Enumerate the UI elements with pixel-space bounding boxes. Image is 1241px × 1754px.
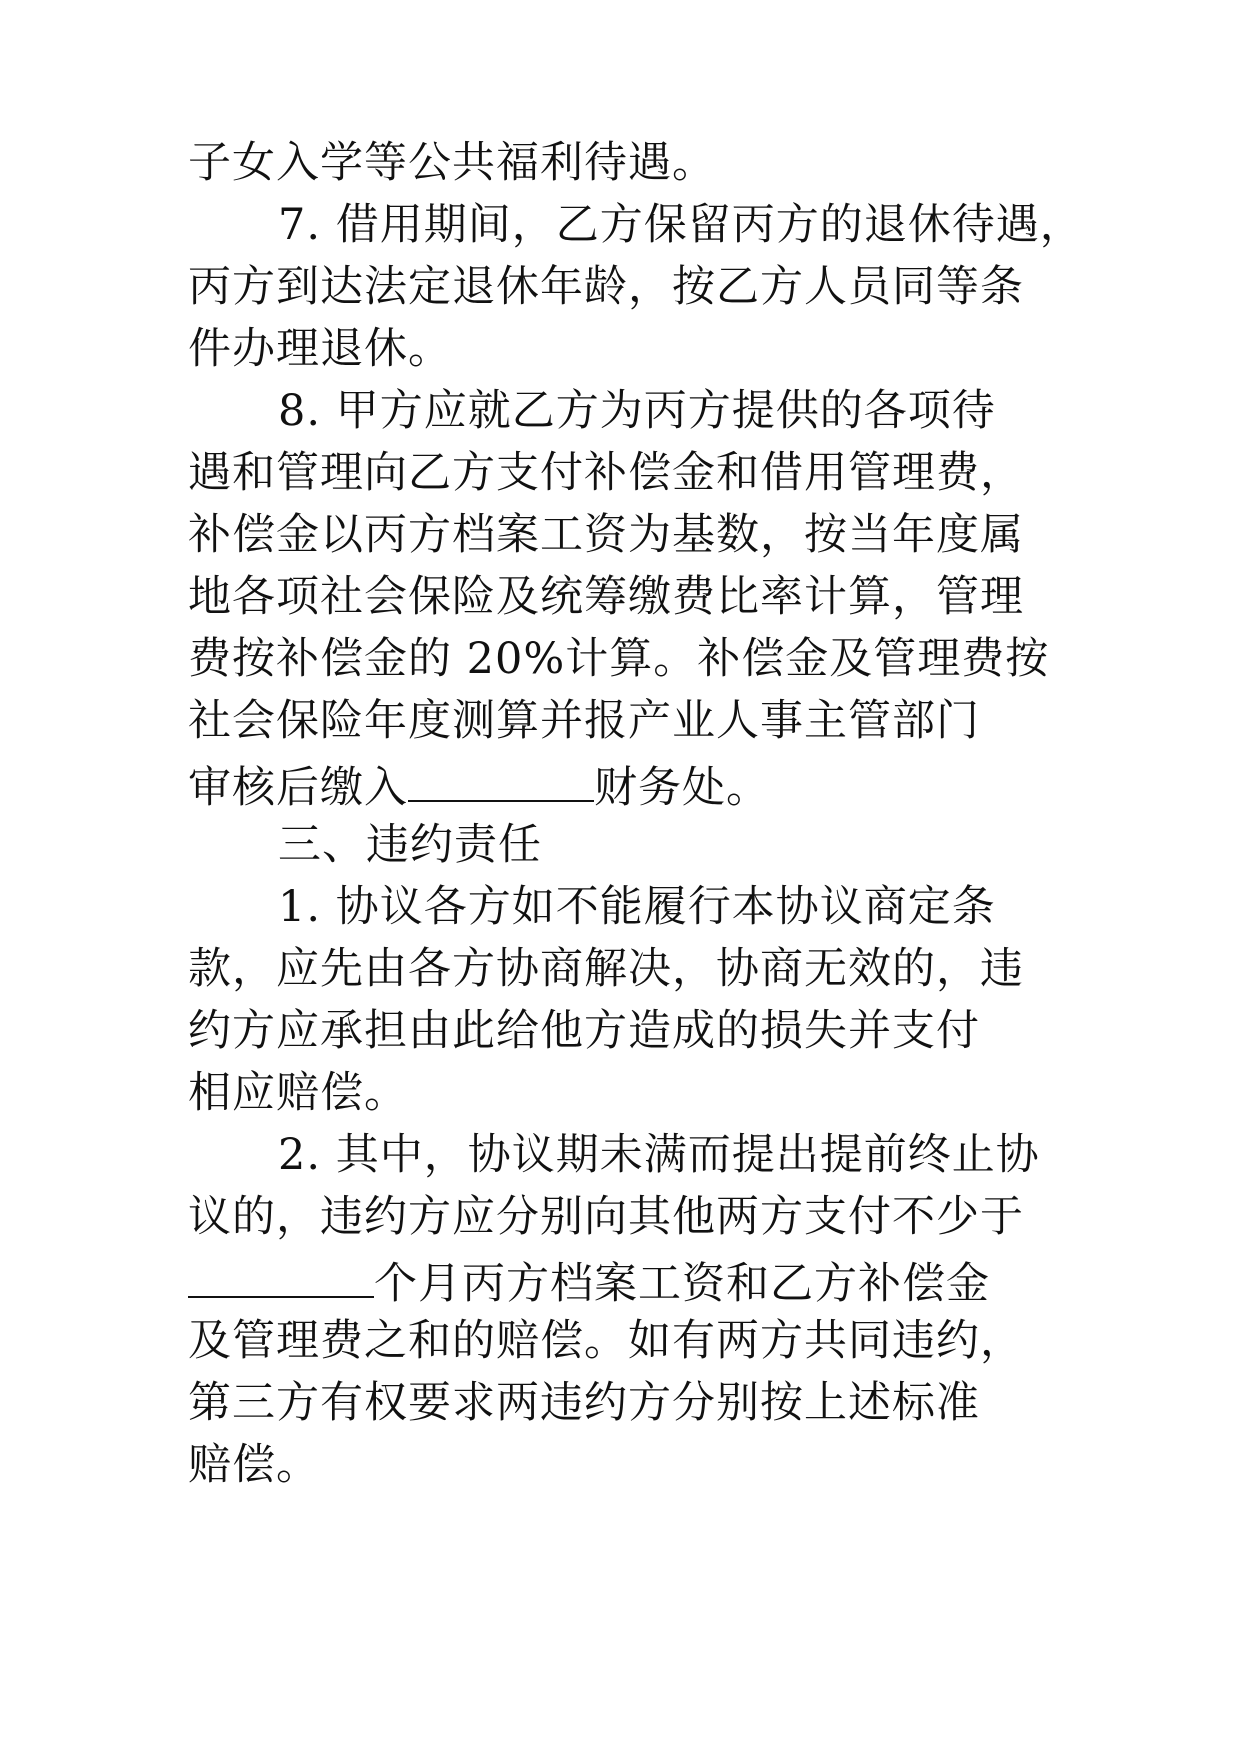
- text-line: 遇和管理向乙方支付补偿金和借用管理费，: [188, 448, 1024, 498]
- text-line-with-blank: [188, 762, 770, 813]
- text-line: 议的，违约方应分别向其他两方支付不少于: [188, 1192, 1024, 1242]
- text-line: 相应赔偿。: [188, 1068, 408, 1118]
- text-line: 款，应先由各方协商解决，协商无效的，违: [188, 944, 1024, 994]
- text-line: 补偿金以丙方档案工资为基数，按当年度属: [188, 510, 1024, 560]
- text-line: 社会保险年度测算并报产业人事主管部门: [188, 696, 980, 746]
- text-line: 费按补偿金的 20%计算。补偿金及管理费按: [188, 634, 1050, 684]
- text-line: 约方应承担由此给他方造成的损失并支付: [188, 1006, 980, 1056]
- text-line: 件办理退休。: [188, 324, 452, 374]
- clause-2-start: 2. 其中，协议期未满而提出提前终止协: [278, 1130, 1040, 1180]
- text-line: 及管理费之和的赔偿。如有两方共同违约，: [188, 1316, 1024, 1366]
- clause-1-start: 1. 协议各方如不能履行本协议商定条: [278, 882, 996, 932]
- text-line: 子女入学等公共福利待遇。: [188, 138, 716, 188]
- fill-in-blank: [188, 1258, 374, 1298]
- section-heading: 三、违约责任: [278, 820, 542, 870]
- text-line: 地各项社会保险及统筹缴费比率计算，管理: [188, 572, 1024, 622]
- text-line: 第三方有权要求两违约方分别按上述标准: [188, 1378, 980, 1428]
- text-line: 赔偿。: [188, 1440, 320, 1490]
- clause-7-start: 7. 借用期间，乙方保留丙方的退休待遇，: [278, 200, 1084, 250]
- fill-in-blank: [408, 762, 594, 802]
- clause-8-start: 8. 甲方应就乙方为丙方提供的各项待: [278, 386, 996, 436]
- text-segment: 审核后缴入: [188, 763, 408, 813]
- text-segment: 个月丙方档案工资和乙方补偿金: [374, 1259, 990, 1309]
- text-line-with-blank: [188, 1258, 990, 1309]
- text-line: 丙方到达法定退休年龄，按乙方人员同等条: [188, 262, 1024, 312]
- text-segment: 财务处。: [594, 763, 770, 813]
